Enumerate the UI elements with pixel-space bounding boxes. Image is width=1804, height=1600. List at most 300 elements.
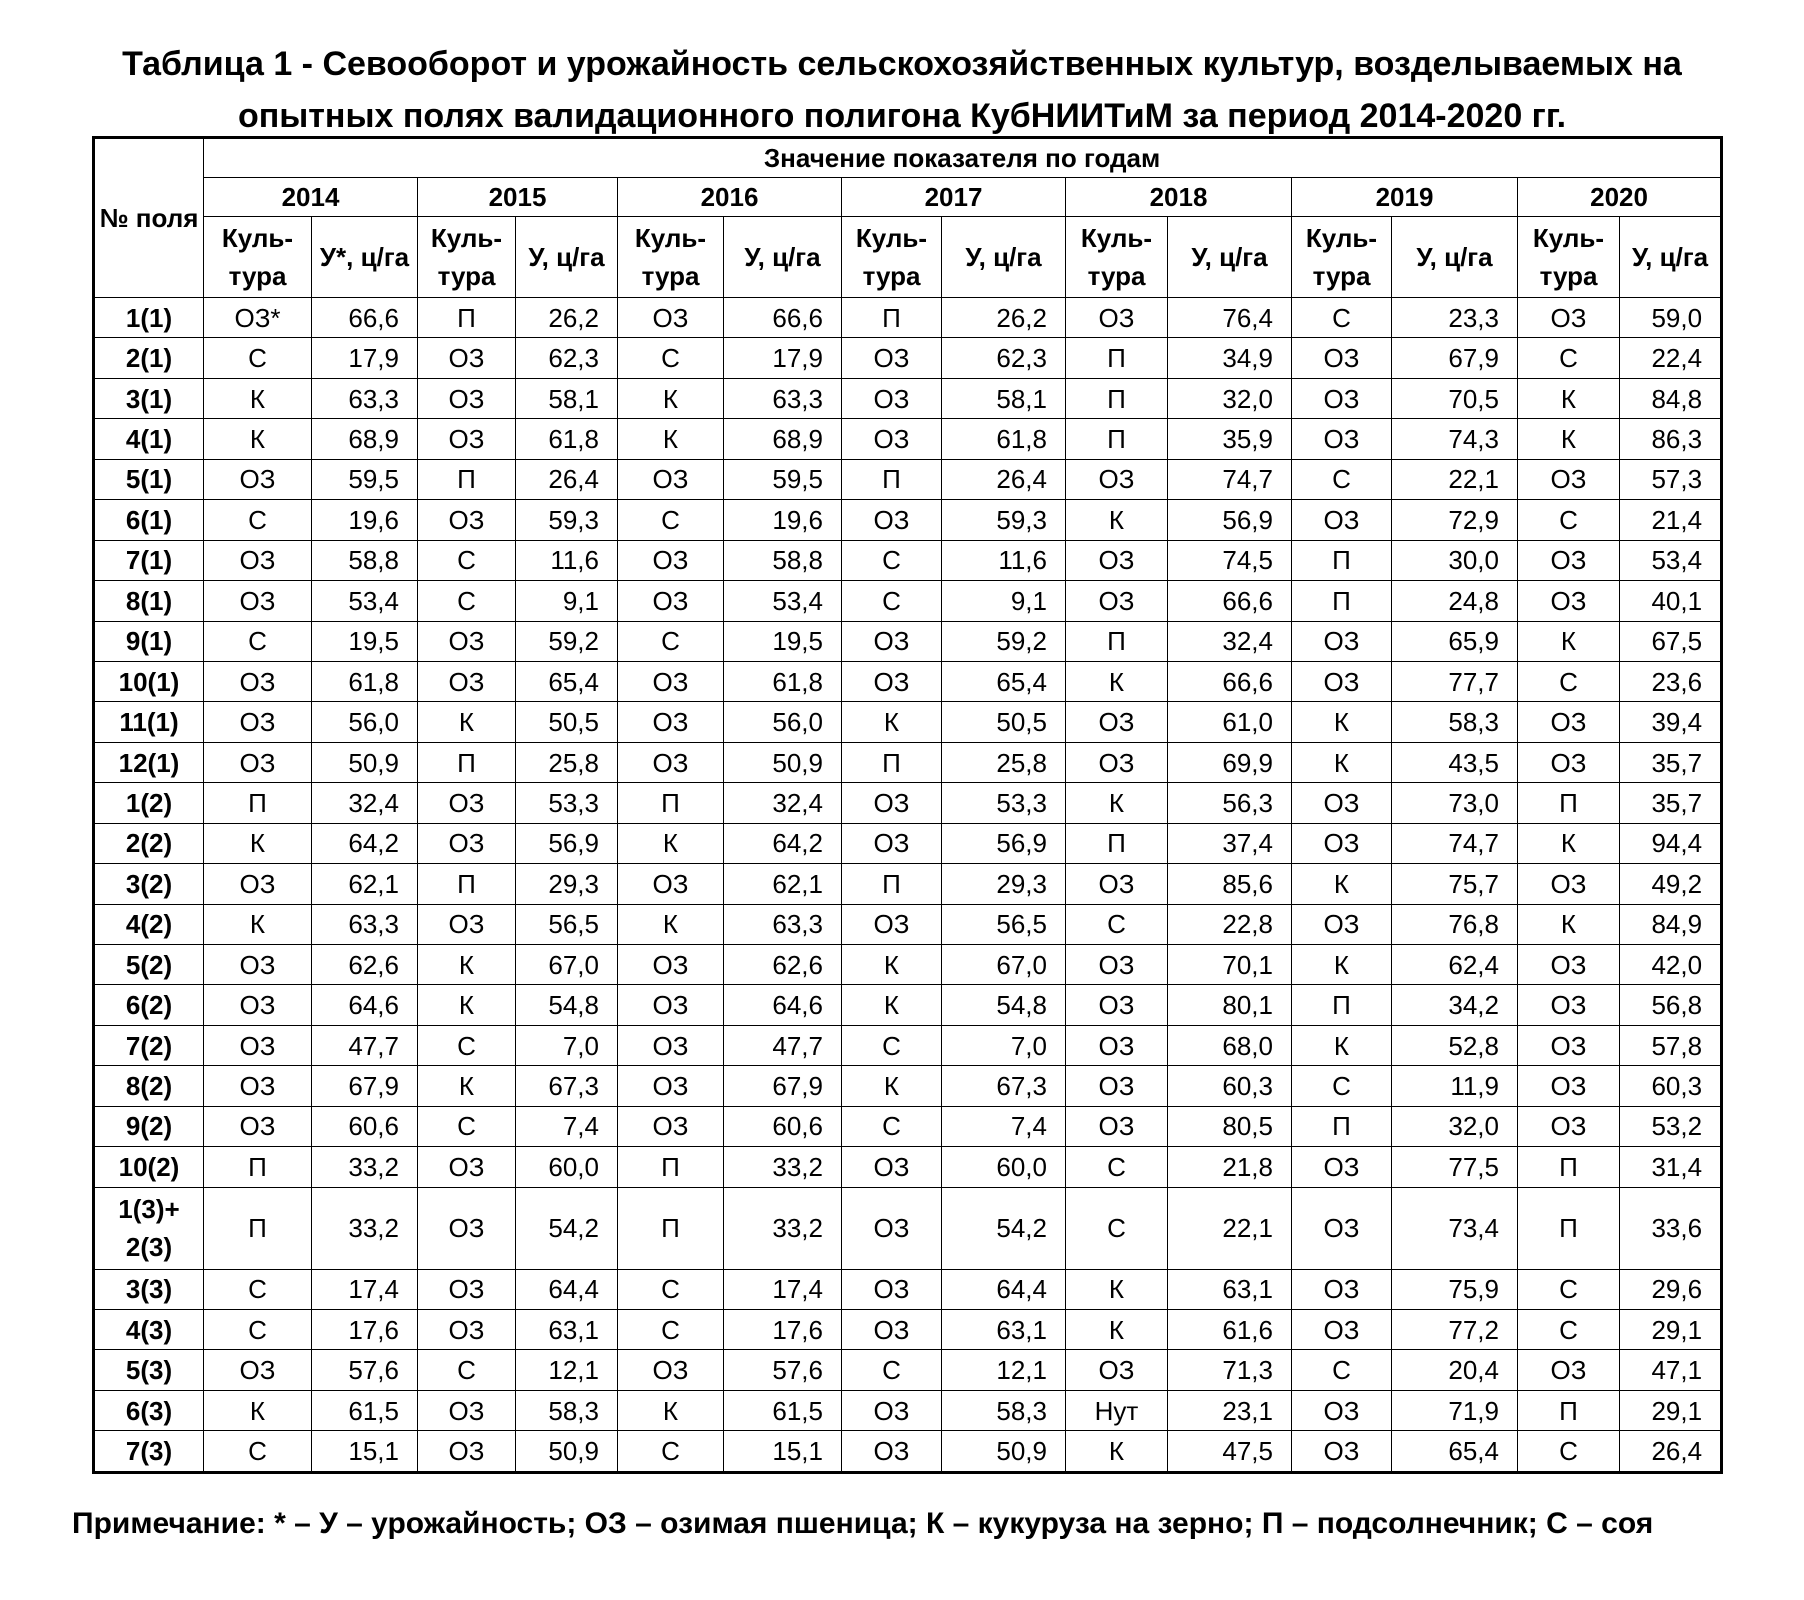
crop-cell: П [1518, 1390, 1620, 1430]
yield-cell: 56,5 [516, 904, 618, 944]
yield-cell: 33,2 [312, 1187, 418, 1269]
yield-cell: 35,7 [1620, 742, 1722, 782]
yield-cell: 26,4 [516, 459, 618, 499]
yield-cell: 49,2 [1620, 864, 1722, 904]
yield-cell: 59,2 [516, 621, 618, 661]
crop-cell: ОЗ [418, 378, 516, 418]
yield-cell: 58,1 [516, 378, 618, 418]
crop-cell: П [1292, 1106, 1392, 1146]
table-row [94, 985, 1722, 1025]
crop-cell: ОЗ [1066, 1025, 1168, 1065]
yield-cell: 77,2 [1392, 1309, 1518, 1349]
field-number-cell: 7(1) [94, 540, 204, 580]
yield-cell: 56,9 [942, 823, 1066, 863]
yield-cell: 37,4 [1168, 823, 1292, 863]
year-header: 2016 [618, 178, 842, 217]
yield-cell: 54,2 [942, 1187, 1066, 1269]
yield-cell: 50,9 [516, 1431, 618, 1473]
crop-cell: ОЗ [1518, 298, 1620, 338]
crop-cell: П [842, 742, 942, 782]
crop-cell: К [1066, 1431, 1168, 1473]
yield-cell: 32,4 [1168, 621, 1292, 661]
table-row [94, 1025, 1722, 1065]
crop-cell: К [1518, 378, 1620, 418]
crop-cell: С [418, 581, 516, 621]
yield-cell: 58,3 [516, 1390, 618, 1430]
yield-cell: 29,6 [1620, 1269, 1722, 1309]
field-number-cell: 3(3) [94, 1269, 204, 1309]
yield-cell: 53,4 [312, 581, 418, 621]
crop-cell: П [418, 298, 516, 338]
yield-cell: 26,2 [516, 298, 618, 338]
crop-cell: ОЗ [618, 742, 724, 782]
yield-cell: 68,0 [1168, 1025, 1292, 1065]
table-title: Таблица 1 - Севооборот и урожайность сельскохозяйственных культур, возделываемых на опытных полях валидационного полигона КубНИИТиМ за период 2014-2020 гг. [122, 45, 1682, 135]
yield-cell: 71,3 [1168, 1350, 1292, 1390]
yield-cell: 15,1 [724, 1431, 842, 1473]
crop-cell: ОЗ [418, 1147, 516, 1187]
yield-cell: 56,5 [942, 904, 1066, 944]
yield-cell: 53,3 [942, 783, 1066, 823]
yield-cell: 21,8 [1168, 1147, 1292, 1187]
crop-cell: ОЗ [1292, 378, 1392, 418]
crop-cell: П [618, 1147, 724, 1187]
crop-cell: ОЗ [1066, 1106, 1168, 1146]
crop-cell: К [842, 1066, 942, 1106]
yield-cell: 61,5 [312, 1390, 418, 1430]
crop-cell: ОЗ [1292, 1269, 1392, 1309]
crop-cell: ОЗ [842, 1147, 942, 1187]
crop-cell: П [1518, 1187, 1620, 1269]
yield-cell: 7,4 [516, 1106, 618, 1146]
yield-cell: 59,2 [942, 621, 1066, 661]
group-header: Значение показателя по годам [204, 138, 1722, 178]
crop-cell: ОЗ [618, 985, 724, 1025]
crop-cell: ОЗ [1066, 540, 1168, 580]
crop-cell: С [842, 540, 942, 580]
crop-cell: ОЗ [618, 1066, 724, 1106]
yield-cell: 61,5 [724, 1390, 842, 1430]
yield-cell: 68,9 [312, 419, 418, 459]
yield-cell: 47,5 [1168, 1431, 1292, 1473]
yield-cell: 77,5 [1392, 1147, 1518, 1187]
crop-cell: ОЗ [842, 904, 942, 944]
yield-cell: 11,6 [942, 540, 1066, 580]
crop-cell: С [842, 1106, 942, 1146]
crop-cell: ОЗ [1518, 540, 1620, 580]
crop-cell: К [1066, 1309, 1168, 1349]
yield-cell: 61,8 [312, 661, 418, 701]
yield-cell: 11,6 [516, 540, 618, 580]
table-row [94, 904, 1722, 944]
crop-cell: ОЗ [842, 500, 942, 540]
yield-cell: 21,4 [1620, 500, 1722, 540]
yield-cell: 54,8 [942, 985, 1066, 1025]
crop-cell: ОЗ [204, 985, 312, 1025]
yield-cell: 84,8 [1620, 378, 1722, 418]
crop-cell: С [1292, 459, 1392, 499]
yield-cell: 7,0 [516, 1025, 618, 1065]
yield-cell: 71,9 [1392, 1390, 1518, 1430]
crop-cell: К [1518, 904, 1620, 944]
crop-cell: ОЗ [1292, 500, 1392, 540]
crop-cell: ОЗ [1066, 581, 1168, 621]
yield-cell: 64,6 [312, 985, 418, 1025]
crop-cell: ОЗ [1066, 864, 1168, 904]
crop-cell: С [842, 581, 942, 621]
yield-cell: 67,0 [942, 945, 1066, 985]
field-number-cell: 9(2) [94, 1106, 204, 1146]
table-row [94, 1187, 1722, 1269]
yield-header: У*, ц/га [312, 217, 418, 298]
crop-cell: ОЗ [1518, 1025, 1620, 1065]
crop-cell: К [618, 823, 724, 863]
field-number-cell: 7(2) [94, 1025, 204, 1065]
yield-cell: 74,5 [1168, 540, 1292, 580]
yield-cell: 33,6 [1620, 1187, 1722, 1269]
yield-cell: 63,1 [516, 1309, 618, 1349]
yield-cell: 76,4 [1168, 298, 1292, 338]
yield-cell: 61,8 [724, 661, 842, 701]
table-row [94, 500, 1722, 540]
yield-cell: 56,8 [1620, 985, 1722, 1025]
yield-cell: 62,6 [312, 945, 418, 985]
yield-cell: 19,6 [724, 500, 842, 540]
yield-cell: 29,3 [942, 864, 1066, 904]
yield-cell: 34,9 [1168, 338, 1292, 378]
crop-cell: ОЗ [1066, 1350, 1168, 1390]
crop-cell: ОЗ [204, 945, 312, 985]
crop-cell: К [842, 945, 942, 985]
year-header: 2018 [1066, 178, 1292, 217]
table-row [94, 702, 1722, 742]
crop-cell: К [1066, 661, 1168, 701]
yield-cell: 58,3 [1392, 702, 1518, 742]
yield-cell: 53,2 [1620, 1106, 1722, 1146]
yield-cell: 35,9 [1168, 419, 1292, 459]
table-row [94, 581, 1722, 621]
table-row [94, 1309, 1722, 1349]
crop-cell: К [418, 702, 516, 742]
crop-cell: ОЗ [618, 661, 724, 701]
crop-cell: ОЗ [418, 419, 516, 459]
field-number-cell: 9(1) [94, 621, 204, 661]
crop-cell: К [204, 823, 312, 863]
crop-cell: ОЗ [1292, 904, 1392, 944]
yield-cell: 22,4 [1620, 338, 1722, 378]
table-row [94, 459, 1722, 499]
yield-cell: 34,2 [1392, 985, 1518, 1025]
yield-cell: 59,3 [516, 500, 618, 540]
table-header [94, 138, 1722, 298]
yield-cell: 64,2 [312, 823, 418, 863]
crop-cell: ОЗ [842, 419, 942, 459]
yield-cell: 56,0 [312, 702, 418, 742]
table-row [94, 1390, 1722, 1430]
yield-cell: 26,2 [942, 298, 1066, 338]
crop-cell: С [204, 1309, 312, 1349]
crop-cell: К [418, 945, 516, 985]
yield-cell: 7,0 [942, 1025, 1066, 1065]
yield-cell: 32,4 [724, 783, 842, 823]
crop-cell: ОЗ [1066, 298, 1168, 338]
crop-cell: ОЗ [418, 1431, 516, 1473]
crop-cell: ОЗ [204, 581, 312, 621]
yield-cell: 32,0 [1168, 378, 1292, 418]
yield-cell: 17,4 [724, 1269, 842, 1309]
yield-cell: 57,6 [724, 1350, 842, 1390]
crop-cell: С [842, 1025, 942, 1065]
yield-cell: 25,8 [942, 742, 1066, 782]
crop-cell: ОЗ [842, 1431, 942, 1473]
crop-cell: ОЗ [618, 945, 724, 985]
table-row [94, 661, 1722, 701]
crop-cell: ОЗ [204, 1106, 312, 1146]
yield-cell: 66,6 [1168, 581, 1292, 621]
field-number-cell: 1(3)+ 2(3) [94, 1187, 204, 1269]
crop-cell: ОЗ [842, 823, 942, 863]
crop-cell: С [618, 500, 724, 540]
yield-cell: 56,9 [516, 823, 618, 863]
table-row [94, 864, 1722, 904]
crop-cell: С [1518, 1309, 1620, 1349]
yield-cell: 85,6 [1168, 864, 1292, 904]
crop-cell: П [1066, 621, 1168, 661]
yield-cell: 57,8 [1620, 1025, 1722, 1065]
yield-cell: 30,0 [1392, 540, 1518, 580]
table-row [94, 945, 1722, 985]
table-row [94, 378, 1722, 418]
yield-cell: 60,6 [312, 1106, 418, 1146]
yield-cell: 25,8 [516, 742, 618, 782]
crop-cell: ОЗ [618, 702, 724, 742]
field-number-cell: 3(1) [94, 378, 204, 418]
crop-cell: ОЗ [618, 581, 724, 621]
field-number-cell: 7(3) [94, 1431, 204, 1473]
table-body [94, 298, 1722, 1473]
crop-cell: К [1292, 742, 1392, 782]
table-row [94, 419, 1722, 459]
year-header: 2019 [1292, 178, 1518, 217]
crop-cell: К [1292, 702, 1392, 742]
crop-cell: ОЗ [1518, 702, 1620, 742]
yield-cell: 17,9 [724, 338, 842, 378]
yield-cell: 70,1 [1168, 945, 1292, 985]
yield-cell: 53,4 [724, 581, 842, 621]
yield-cell: 75,9 [1392, 1269, 1518, 1309]
yield-cell: 9,1 [516, 581, 618, 621]
yield-cell: 75,7 [1392, 864, 1518, 904]
yield-cell: 61,8 [942, 419, 1066, 459]
crop-cell: П [418, 742, 516, 782]
yield-cell: 12,1 [942, 1350, 1066, 1390]
yield-cell: 64,6 [724, 985, 842, 1025]
yield-cell: 22,1 [1168, 1187, 1292, 1269]
crop-cell: К [842, 985, 942, 1025]
crop-cell: П [1292, 985, 1392, 1025]
yield-header: У, ц/га [1392, 217, 1518, 298]
yield-cell: 60,0 [942, 1147, 1066, 1187]
yield-cell: 32,0 [1392, 1106, 1518, 1146]
crop-cell: С [418, 1350, 516, 1390]
crop-cell: ОЗ [618, 298, 724, 338]
yield-cell: 67,9 [724, 1066, 842, 1106]
crop-cell: С [1066, 904, 1168, 944]
crop-cell: ОЗ [1518, 581, 1620, 621]
yield-cell: 73,4 [1392, 1187, 1518, 1269]
crop-cell: ОЗ [1518, 1350, 1620, 1390]
crop-cell: С [204, 621, 312, 661]
table-row [94, 823, 1722, 863]
yield-cell: 69,9 [1168, 742, 1292, 782]
field-number-cell: 10(2) [94, 1147, 204, 1187]
crop-cell: С [1518, 1269, 1620, 1309]
yield-cell: 62,4 [1392, 945, 1518, 985]
yield-cell: 32,4 [312, 783, 418, 823]
yield-cell: 19,6 [312, 500, 418, 540]
yield-cell: 19,5 [724, 621, 842, 661]
crop-cell: ОЗ [204, 459, 312, 499]
yield-cell: 26,4 [1620, 1431, 1722, 1473]
yield-cell: 65,4 [516, 661, 618, 701]
crop-cell: ОЗ [1066, 985, 1168, 1025]
yield-cell: 56,3 [1168, 783, 1292, 823]
yield-header: У, ц/га [1168, 217, 1292, 298]
yield-cell: 47,7 [312, 1025, 418, 1065]
crop-cell: К [1066, 1269, 1168, 1309]
crop-cell: К [1066, 783, 1168, 823]
table-row [94, 783, 1722, 823]
yield-cell: 68,9 [724, 419, 842, 459]
table-row [94, 1147, 1722, 1187]
table-row [94, 621, 1722, 661]
year-header: 2017 [842, 178, 1066, 217]
field-number-cell: 6(2) [94, 985, 204, 1025]
crop-cell: ОЗ [842, 1309, 942, 1349]
crop-cell: ОЗ [1518, 864, 1620, 904]
crop-cell: ОЗ [1292, 338, 1392, 378]
yield-cell: 17,4 [312, 1269, 418, 1309]
crop-cell: С [618, 621, 724, 661]
yield-cell: 63,3 [724, 904, 842, 944]
yield-cell: 50,5 [516, 702, 618, 742]
crop-cell: ОЗ [204, 540, 312, 580]
yield-cell: 86,3 [1620, 419, 1722, 459]
crop-cell: ОЗ [204, 1350, 312, 1390]
yield-cell: 61,6 [1168, 1309, 1292, 1349]
crop-cell: П [842, 459, 942, 499]
crop-cell: П [1518, 783, 1620, 823]
yield-cell: 67,5 [1620, 621, 1722, 661]
crop-cell: ОЗ [204, 661, 312, 701]
crop-cell: П [842, 298, 942, 338]
yield-cell: 50,9 [312, 742, 418, 782]
crop-cell: ОЗ [618, 1350, 724, 1390]
yield-cell: 35,7 [1620, 783, 1722, 823]
yield-header: У, ц/га [1620, 217, 1722, 298]
crop-cell: С [1292, 298, 1392, 338]
yield-cell: 11,9 [1392, 1066, 1518, 1106]
crop-cell: К [842, 702, 942, 742]
crop-header: Куль-тура [842, 217, 942, 298]
crop-cell: К [204, 419, 312, 459]
crop-cell: К [618, 419, 724, 459]
field-number-header: № поля [94, 138, 204, 298]
field-number-cell: 3(2) [94, 864, 204, 904]
yield-cell: 29,1 [1620, 1390, 1722, 1430]
yield-cell: 66,6 [1168, 661, 1292, 701]
crop-cell: ОЗ [842, 661, 942, 701]
crop-cell: С [1292, 1350, 1392, 1390]
yield-cell: 63,3 [312, 904, 418, 944]
yield-cell: 76,8 [1392, 904, 1518, 944]
table-row [94, 1066, 1722, 1106]
yield-cell: 60,3 [1620, 1066, 1722, 1106]
crop-cell: П [1518, 1147, 1620, 1187]
yield-cell: 15,1 [312, 1431, 418, 1473]
crop-cell: П [204, 1187, 312, 1269]
crop-cell: ОЗ [418, 783, 516, 823]
yield-cell: 42,0 [1620, 945, 1722, 985]
crop-cell: ОЗ [204, 702, 312, 742]
crop-cell: К [1292, 945, 1392, 985]
yield-cell: 64,4 [516, 1269, 618, 1309]
crop-cell: П [204, 1147, 312, 1187]
table-row [94, 338, 1722, 378]
field-number-cell: 6(3) [94, 1390, 204, 1430]
yield-cell: 17,6 [312, 1309, 418, 1349]
crop-cell: ОЗ [1518, 459, 1620, 499]
yield-cell: 19,5 [312, 621, 418, 661]
crop-cell: К [618, 378, 724, 418]
yield-cell: 29,3 [516, 864, 618, 904]
yield-cell: 62,3 [516, 338, 618, 378]
crop-cell: ОЗ [1292, 1431, 1392, 1473]
crop-cell: ОЗ [418, 621, 516, 661]
crop-cell: К [204, 378, 312, 418]
crop-cell: ОЗ [618, 540, 724, 580]
crop-cell: ОЗ [1066, 742, 1168, 782]
table-row [94, 1431, 1722, 1473]
crop-cell: ОЗ [1066, 459, 1168, 499]
crop-cell: С [204, 500, 312, 540]
crop-cell: ОЗ [842, 378, 942, 418]
yield-cell: 60,6 [724, 1106, 842, 1146]
yield-cell: 43,5 [1392, 742, 1518, 782]
crop-cell: ОЗ [618, 1106, 724, 1146]
yield-cell: 56,0 [724, 702, 842, 742]
yield-cell: 73,0 [1392, 783, 1518, 823]
crop-cell: П [418, 459, 516, 499]
yield-cell: 62,6 [724, 945, 842, 985]
yield-cell: 50,9 [724, 742, 842, 782]
crop-cell: С [1292, 1066, 1392, 1106]
crop-cell: ОЗ [618, 459, 724, 499]
crop-cell: ОЗ* [204, 298, 312, 338]
crop-cell: С [842, 1350, 942, 1390]
crop-cell: К [1518, 823, 1620, 863]
yield-cell: 58,1 [942, 378, 1066, 418]
crop-cell: П [1066, 338, 1168, 378]
yield-cell: 66,6 [312, 298, 418, 338]
crop-cell: К [418, 985, 516, 1025]
crop-cell: ОЗ [204, 742, 312, 782]
yield-cell: 70,5 [1392, 378, 1518, 418]
crop-header: Куль-тура [618, 217, 724, 298]
yield-cell: 58,8 [312, 540, 418, 580]
field-number-cell: 5(3) [94, 1350, 204, 1390]
table-row [94, 1106, 1722, 1146]
